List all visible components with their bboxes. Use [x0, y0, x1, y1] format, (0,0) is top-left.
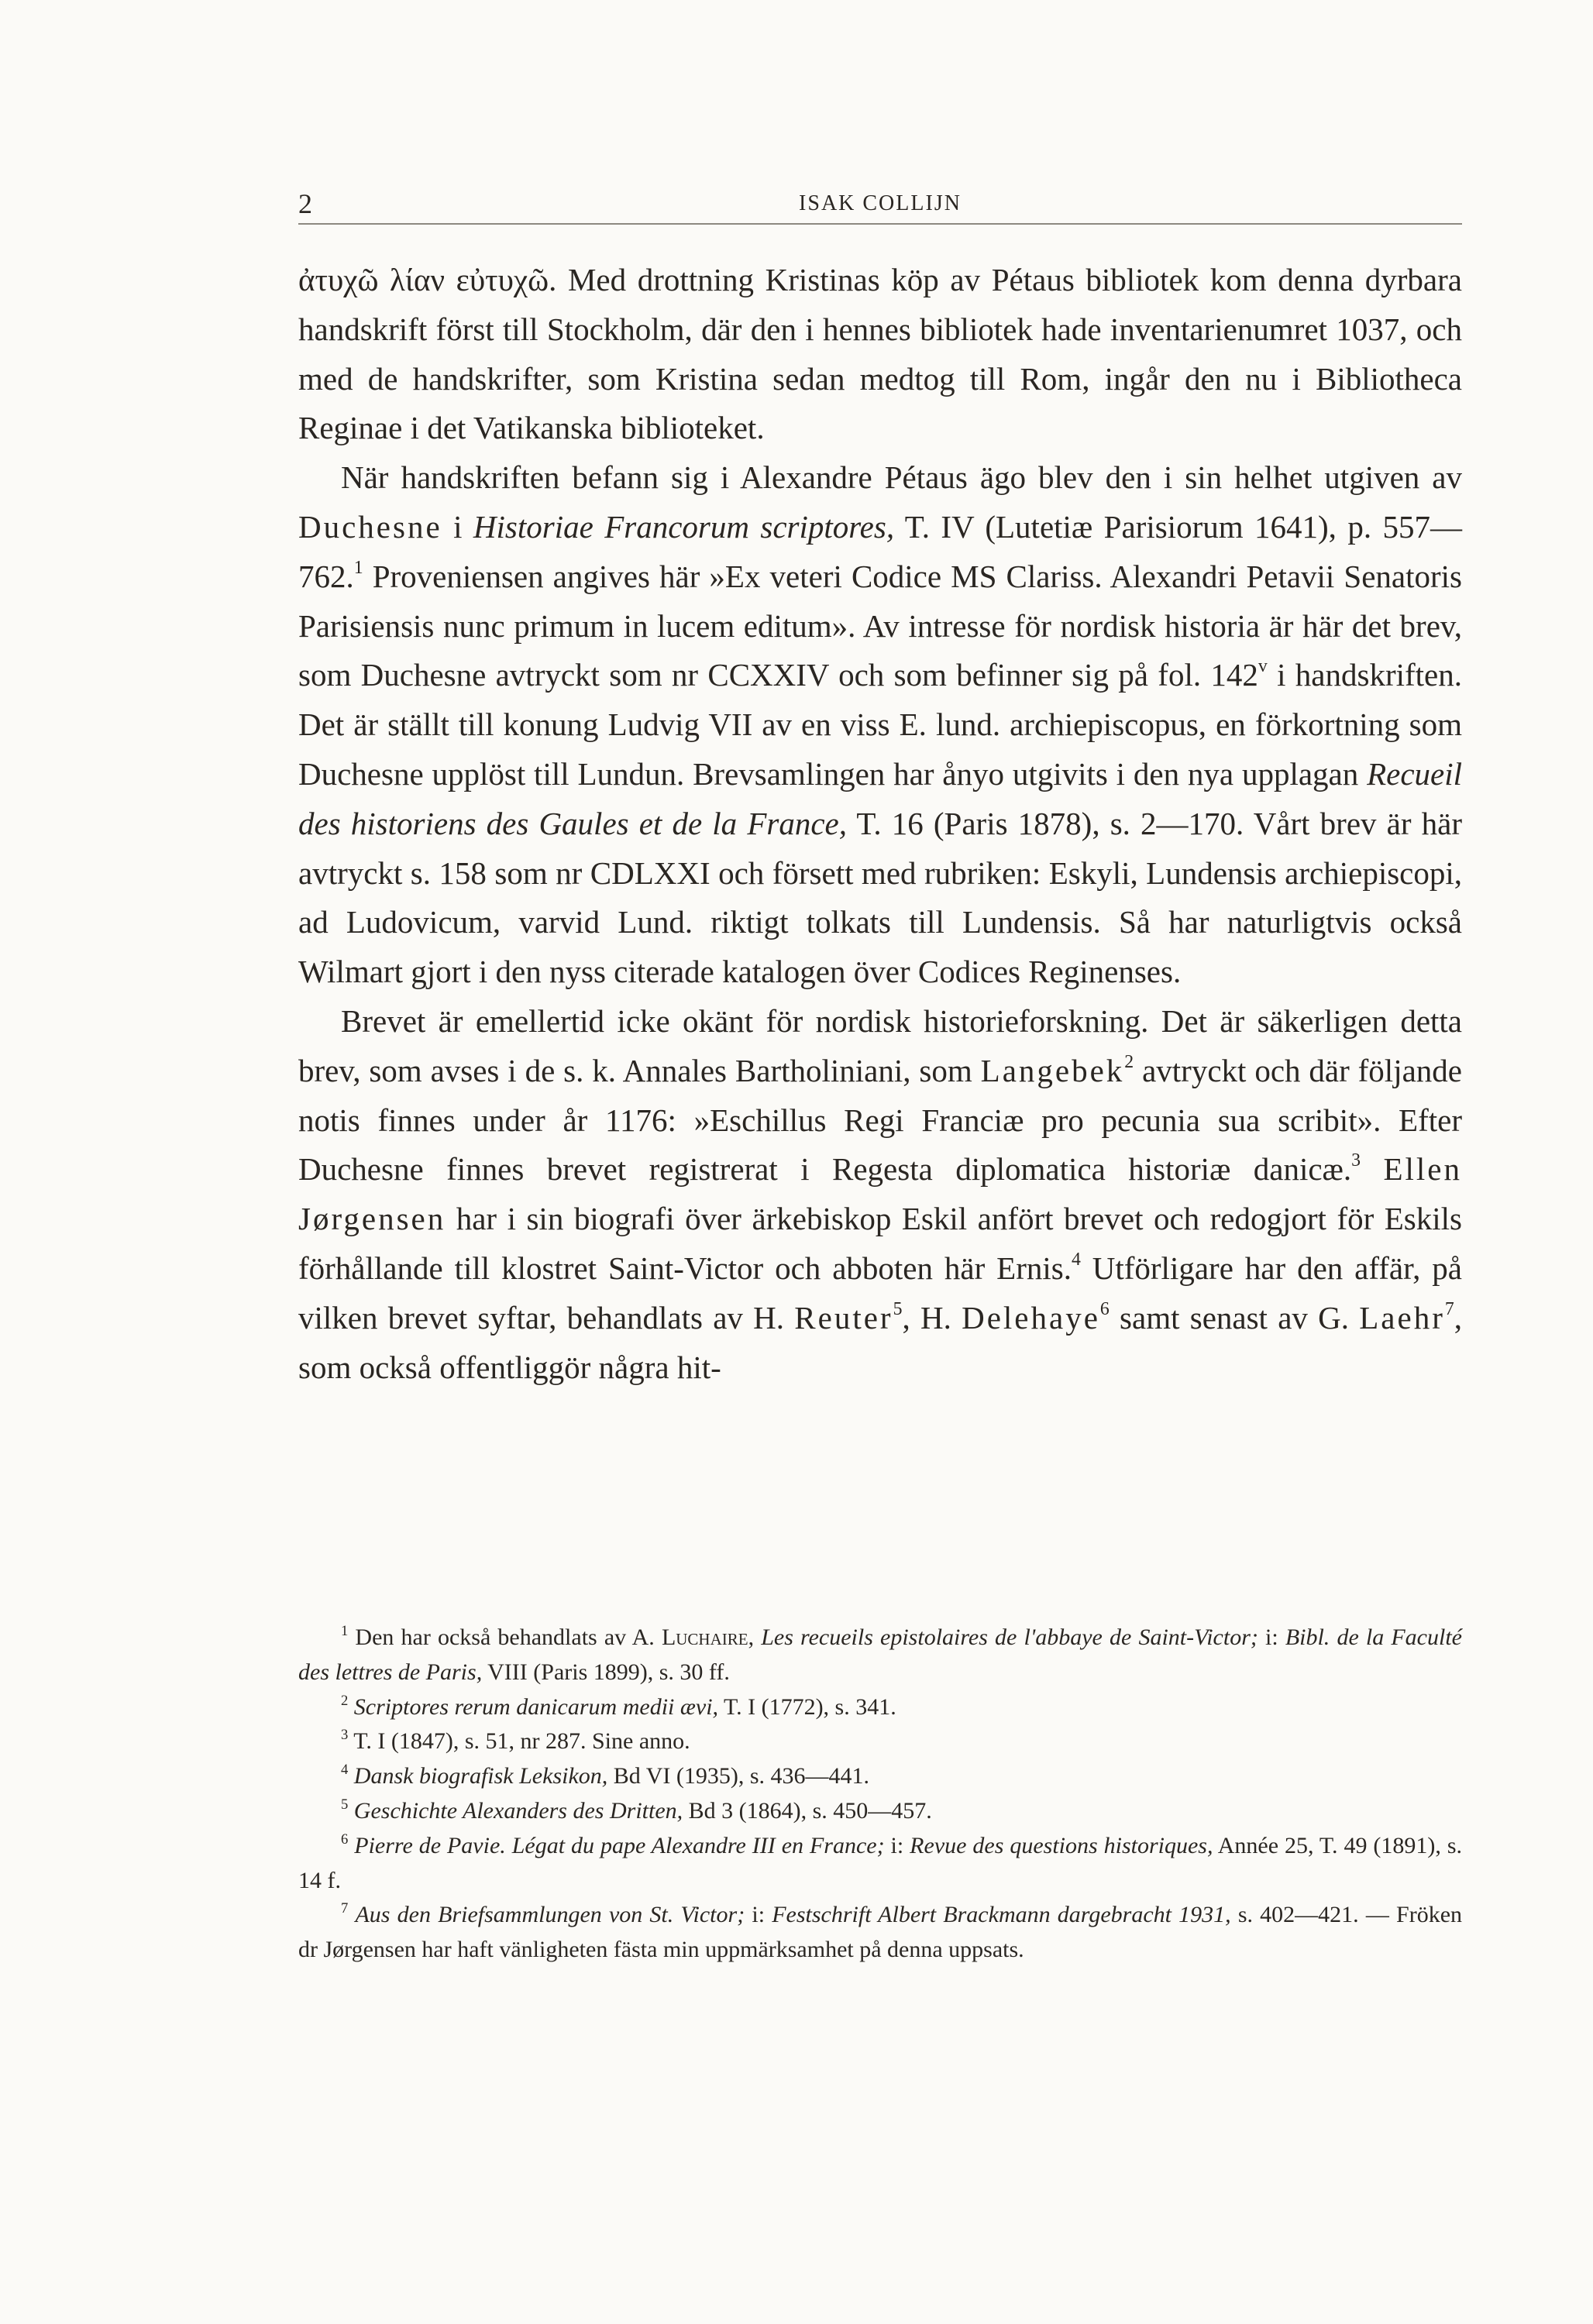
folio-verso-mark: v: [1258, 656, 1268, 677]
footnotes: [298, 1621, 1462, 1968]
footnote-5: $^5$ Geschichte Alexanders des Dritten, Bd 3 (1864), s. 450—457.: [341, 1796, 932, 1824]
author-jorgensen: Ellen Jørgensen: [298, 1151, 1463, 1237]
paragraph-2: När handskriften befann sig i Alexandre Pétaus ägo blev den i sin helhet utgiven av Duchesne i Historiae Francorum scriptores, T. IV (Lutetiæ Parisiorum 1641), p. 557—762.$^1$ Proveniensen angives här »Ex veteri Codice MS Clariss. Alexandri Petavii Senatoris Parisiensis nunc primum in lucem editum». Av intresse för nordisk historia är här det brev, som Duchesne avtryckt som nr CCXXIV och som befinner sig på fol. 142$^v$ i handskriften. Det är ställt till konung Ludvig VII av en viss E. lund. archiepiscopus, en förkortning som Duchesne upplöst till Lundun. Brevsamlingen har ånyo utgivits i den nya upplagan Recueil des historiens des Gaules et de la France, T. 16 (Paris 1878), s. 2—170. Vårt brev är här avtryckt s. 158 som nr CDLXXI och försett med rubriken: Eskyli, Lundensis archiepiscopi, ad Ludovicum, varvid Lund. riktigt tolkats till Lundensis. Så har naturligtvis också Wilmart gjort i den nyss citerade katalogen över Codices Reginenses.: [298, 459, 1462, 990]
footnote-title: Aus den Briefsammlungen von St. Victor;: [355, 1902, 745, 1928]
footnote-title: Dansk biografisk Leksikon,: [353, 1763, 608, 1789]
author-laehr: Laehr: [1359, 1299, 1445, 1336]
footnote-1: $^1$ Den har också behandlats av A. Luchaire, Les recueils epistolaires de l'abbaye de Saint-Victor; i: Bibl. de la Faculté des lettres de Paris, VIII (Paris 1899), s. 30 ff.: [298, 1622, 1462, 1685]
footnote-ref-6: 6: [1099, 1298, 1110, 1319]
paragraph-1: ἀτυχῶ λίαν εὐτυχῶ. Med drottning Kristinas köp av Pétaus bibliotek kom denna dyrbara handskrift först till Stockholm, där den i hennes bibliotek hade inventarienumret 1037, och med de handskrifter, som Kristina sedan medtog till Rom, ingår den nu i Bibliotheca Reginae i det Vatikanska biblioteket.: [298, 262, 1462, 446]
footnote-7: $^7$ Aus den Briefsammlungen von St. Victor; i: Festschrift Albert Brackmann dargebracht 1931, s. 402—421. — Fröken dr Jørgensen har haft vänligheten fästa min uppmärksamhet på denna uppsats.: [298, 1900, 1463, 1963]
footnote-number: 7: [341, 1900, 349, 1917]
footnote-ref-1: 1: [353, 557, 363, 578]
title-recueil-des-historiens: Recueil des historiens des Gaules et de la France,: [298, 755, 1462, 841]
paragraph-3: Brevet är emellertid icke okänt för nordisk historieforskning. Det är säkerligen detta brev, som avses i de s. k. Annales Bartholiniani, som Langebek$^2$ avtryckt och där följande notis finnes under år 1176: »Eschillus Regi Franciæ pro pecunia sua scribit». Efter Duchesne finnes brevet registrerat i Regesta diplomatica historiæ danicæ.$^3$ Ellen Jørgensen har i sin biografi över ärkebiskop Eskil anfört brevet och redogjort för Eskils förhållande till klostret Saint-Victor och abboten här Ernis.$^4$ Utförligare har den affär, på vilken brevet syftar, behandlats av H. Reuter$^5$, H. Delehaye$^6$ samt senast av G. Laehr$^7$, som också offentliggör några hit-: [298, 1002, 1463, 1385]
footnote-number: 1: [341, 1622, 349, 1639]
footnote-2: $^2$ Scriptores rerum danicarum medii ævi, T. I (1772), s. 341.: [341, 1692, 896, 1720]
footnote-number: 3: [341, 1727, 349, 1744]
footnote-author: Luchaire: [661, 1624, 748, 1650]
body-text: [298, 256, 1462, 1392]
footnote-journal: Bibl. de la Faculté des lettres de Paris,: [298, 1624, 1462, 1685]
author-langebek: Langebek: [980, 1052, 1125, 1088]
page-number: 2: [298, 188, 312, 219]
running-head: ISAK COLLIJN: [799, 191, 962, 215]
page-header: [298, 184, 1462, 225]
footnote-number: 2: [341, 1692, 349, 1709]
title-historiae-francorum: Historiae Francorum scriptores,: [473, 508, 895, 545]
footnote-3: $^3$ T. I (1847), s. 51, nr 287. Sine anno.: [341, 1727, 690, 1755]
footnote-journal: Festschrift Albert Brackmann dargebracht 1931,: [772, 1902, 1231, 1928]
footnote-number: 5: [341, 1796, 349, 1813]
author-duchesne: Duchesne: [298, 508, 442, 545]
footnote-ref-4: 4: [1071, 1250, 1081, 1270]
footnote-6: $^6$ Pierre de Pavie. Légat du pape Alexandre III en France; i: Revue des questions historiques, Année 25, T. 49 (1891), s. 14 f.: [298, 1831, 1463, 1893]
author-delehaye: Delehaye: [962, 1299, 1100, 1336]
greek-quote: ἀτυχῶ λίαν εὐτυχῶ.: [298, 262, 557, 297]
footnote-ref-7: 7: [1444, 1298, 1454, 1319]
footnote-ref-3: 3: [1351, 1150, 1361, 1171]
footnote-number: 6: [341, 1831, 349, 1848]
footnote-4: $^4$ Dansk biografisk Leksikon, Bd VI (1935), s. 436—441.: [341, 1762, 870, 1789]
footnote-ref-2: 2: [1124, 1051, 1134, 1072]
footnote-title: Pierre de Pavie. Légat du pape Alexandre III en France;: [354, 1832, 885, 1858]
footnote-number: 4: [341, 1762, 349, 1779]
author-reuter: Reuter: [794, 1299, 893, 1336]
footnote-title: Les recueils epistolaires de l'abbaye de Saint-Victor;: [761, 1624, 1258, 1650]
footnote-ref-5: 5: [893, 1298, 903, 1319]
footnote-title: Geschichte Alexanders des Dritten,: [353, 1797, 683, 1824]
footnote-journal: Revue des questions historiques,: [910, 1832, 1213, 1858]
footnote-title: Scriptores rerum danicarum medii ævi,: [353, 1693, 719, 1720]
